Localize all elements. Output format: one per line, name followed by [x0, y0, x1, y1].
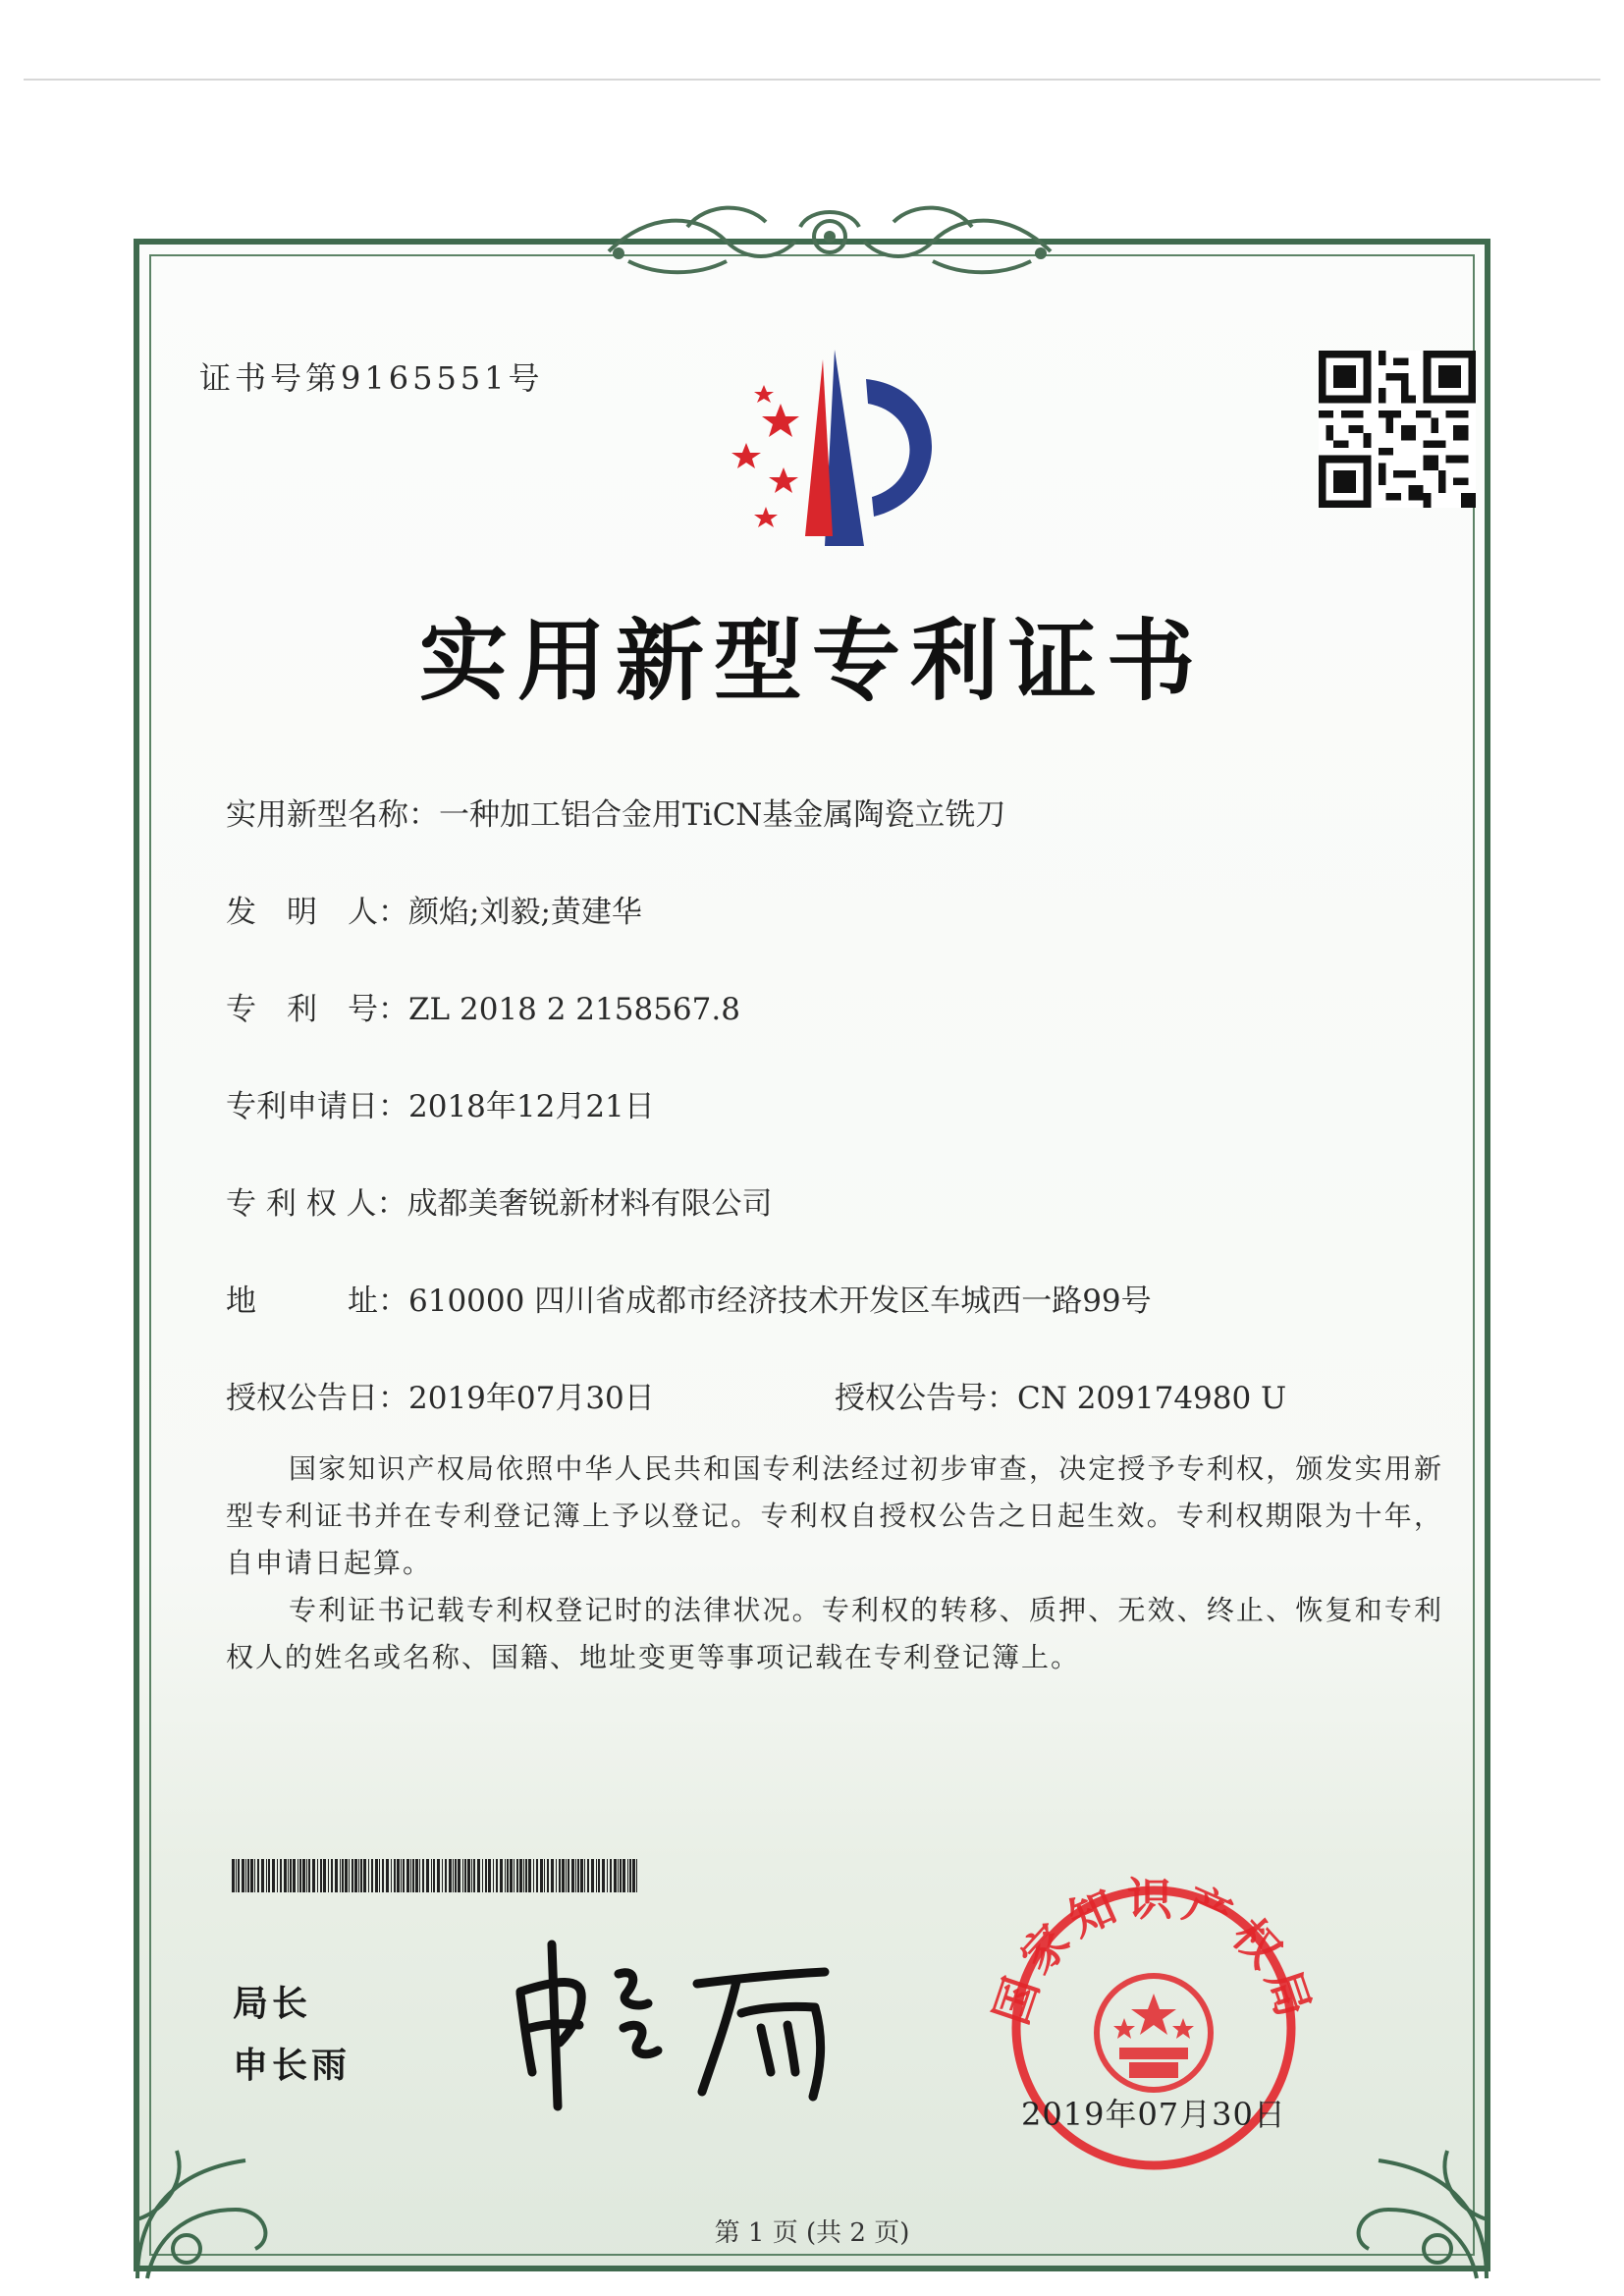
barcode-bar — [510, 1859, 513, 1892]
certificate-title: 实用新型专利证书 — [419, 609, 1205, 713]
barcode-bar — [623, 1859, 625, 1892]
barcode-bar — [568, 1859, 569, 1892]
barcode-bar — [349, 1859, 350, 1892]
barcode-bar — [575, 1859, 576, 1892]
barcode-bar — [250, 1859, 253, 1892]
barcode-bar — [488, 1859, 491, 1892]
barcode-bar — [551, 1859, 554, 1892]
field-value: 610000 四川省成都市经济技术开发区车城西一路99号 — [408, 1284, 1152, 1319]
bottom-right-ornament — [1310, 2102, 1496, 2288]
field-label: 专 利 号 — [226, 992, 378, 1027]
field-utility-model-name: 实用新型名称：一种加工铝合金用TiCN基金属陶瓷立铣刀 — [226, 790, 1005, 834]
barcode-bar — [245, 1859, 246, 1892]
field-patentee: 专 利 权 人：成都美奢锐新材料有限公司 — [226, 1178, 773, 1223]
barcode-bar — [232, 1859, 235, 1892]
barcode-bar — [268, 1859, 270, 1892]
barcode-bar — [401, 1859, 402, 1892]
field-value: ZL 2018 2 2158567.8 — [408, 992, 740, 1027]
barcode-bar — [394, 1859, 396, 1892]
barcode-bar — [293, 1859, 296, 1892]
director-signature — [501, 1935, 854, 2111]
barcode-bar — [602, 1859, 605, 1892]
barcode-bar — [445, 1859, 447, 1892]
field-label: 专 利 权 人 — [226, 1186, 377, 1222]
barcode-bar — [328, 1859, 329, 1892]
director-title: 局长 — [233, 1984, 312, 2024]
barcode-bar — [426, 1859, 429, 1892]
barcode-bar — [354, 1859, 357, 1892]
barcode-bar — [455, 1859, 457, 1892]
barcode-bar — [614, 1859, 617, 1892]
barcode-bar — [462, 1859, 463, 1892]
barcode-bar — [419, 1859, 420, 1892]
barcode-bar — [257, 1859, 259, 1892]
barcode-bar — [577, 1859, 579, 1892]
barcode-bar — [587, 1859, 589, 1892]
barcode-bar — [320, 1859, 322, 1892]
barcode-bar — [284, 1859, 287, 1892]
barcode-bar — [312, 1859, 315, 1892]
barcode-bar — [540, 1859, 543, 1892]
barcode-bar — [308, 1859, 310, 1892]
barcode-bar — [598, 1859, 600, 1892]
page-number: 第 1 页 (共 2 页) — [714, 2218, 910, 2248]
barcode-bar — [247, 1859, 249, 1892]
barcode-bar — [261, 1859, 264, 1892]
barcode-bar — [360, 1859, 362, 1892]
barcode-bar — [618, 1859, 619, 1892]
field-label: 专利申请日 — [226, 1089, 378, 1124]
certificate-number: 证书号第9165551号 — [199, 359, 544, 397]
barcode-bar — [505, 1859, 506, 1892]
field-label: 授权公告日 — [226, 1381, 378, 1416]
barcode-bar — [464, 1859, 466, 1892]
barcode-bar — [323, 1859, 326, 1892]
barcode-bar — [442, 1859, 443, 1892]
barcode-bar — [493, 1859, 494, 1892]
barcode-bar — [238, 1859, 240, 1892]
barcode-bar — [386, 1859, 389, 1892]
barcode-bar — [345, 1859, 348, 1892]
field-value: 2019年07月30日 — [408, 1381, 655, 1416]
barcode-bar — [335, 1859, 338, 1892]
field-announcement-date: 授权公告日：2019年07月30日 — [226, 1373, 655, 1417]
barcode-bar — [412, 1859, 414, 1892]
barcode-bar — [467, 1859, 470, 1892]
seal-date: 2019年07月30日 — [1021, 2096, 1286, 2133]
barcode-bar — [525, 1859, 527, 1892]
barcode-bar — [431, 1859, 432, 1892]
field-label: 发 明 人 — [226, 895, 378, 930]
barcode-bar — [375, 1859, 378, 1892]
barcode-bar — [571, 1859, 574, 1892]
barcode-bar — [482, 1859, 483, 1892]
field-application-date: 专利申请日：2018年12月21日 — [226, 1081, 655, 1125]
barcode-bar — [266, 1859, 267, 1892]
barcode-bar — [607, 1859, 608, 1892]
field-value: 颜焰;刘毅;黄建华 — [408, 895, 642, 930]
barcode-bar — [406, 1859, 409, 1892]
barcode-bar — [299, 1859, 301, 1892]
barcode-bar — [562, 1859, 565, 1892]
qr-code — [1316, 351, 1479, 508]
barcode-bar — [379, 1859, 380, 1892]
barcode-bar — [352, 1859, 353, 1892]
barcode-bar — [449, 1859, 452, 1892]
barcode-bar — [410, 1859, 411, 1892]
barcode-bar — [437, 1859, 440, 1892]
barcode-bar — [591, 1859, 594, 1892]
barcode-bar — [580, 1859, 583, 1892]
barcode-bar — [477, 1859, 480, 1892]
barcode-bar — [523, 1859, 524, 1892]
barcode-bar — [422, 1859, 424, 1892]
barcode-bar — [433, 1859, 435, 1892]
barcode-bar — [453, 1859, 454, 1892]
seal-text: 国家知识产权局 — [984, 1873, 1324, 2031]
field-label: 地 址 — [226, 1284, 378, 1319]
barcode-bar — [306, 1859, 307, 1892]
barcode-bar — [236, 1859, 237, 1892]
barcode-bar — [636, 1859, 637, 1892]
barcode-bar — [358, 1859, 359, 1892]
barcode-bar — [280, 1859, 282, 1892]
barcode-bar — [342, 1859, 344, 1892]
legal-paragraph-1: 国家知识产权局依照中华人民共和国专利法经过初步审查，决定授予专利权，颁发实用新型专利证书并在专利登记簿上予以登记。专利权自授权公告之日起生效。专利权期限为十年，自申请日起算。 — [226, 1452, 1443, 1579]
barcode — [232, 1859, 640, 1892]
barcode-bar — [272, 1859, 275, 1892]
barcode-bar — [371, 1859, 373, 1892]
field-announcement-number: 授权公告号：CN 209174980 U — [835, 1373, 1286, 1417]
field-value: 一种加工铝合金用TiCN基金属陶瓷立铣刀 — [439, 797, 1006, 833]
barcode-bar — [363, 1859, 366, 1892]
barcode-bar — [610, 1859, 612, 1892]
barcode-bar — [403, 1859, 405, 1892]
barcode-bar — [485, 1859, 487, 1892]
barcode-bar — [544, 1859, 545, 1892]
barcode-bar — [507, 1859, 509, 1892]
barcode-bar — [242, 1859, 244, 1892]
barcode-bar — [516, 1859, 518, 1892]
barcode-bar — [317, 1859, 318, 1892]
field-label: 授权公告号 — [835, 1381, 987, 1416]
barcode-bar — [368, 1859, 369, 1892]
bottom-left-ornament — [128, 2102, 314, 2288]
director-name: 申长雨 — [233, 2046, 352, 2086]
barcode-bar — [629, 1859, 631, 1892]
scan-edge-line — [24, 79, 1600, 81]
field-patent-number: 专 利 号：ZL 2018 2 2158567.8 — [226, 984, 740, 1028]
barcode-bar — [596, 1859, 597, 1892]
barcode-bar — [340, 1859, 341, 1892]
barcode-bar — [458, 1859, 460, 1892]
barcode-bar — [566, 1859, 567, 1892]
barcode-bar — [584, 1859, 585, 1892]
barcode-bar — [536, 1859, 538, 1892]
barcode-bar — [391, 1859, 392, 1892]
field-value: CN 209174980 U — [1017, 1381, 1287, 1416]
barcode-bar — [547, 1859, 549, 1892]
barcode-bar — [519, 1859, 522, 1892]
barcode-bar — [533, 1859, 534, 1892]
barcode-bar — [288, 1859, 289, 1892]
field-value: 2018年12月21日 — [408, 1089, 655, 1124]
barcode-bar — [500, 1859, 503, 1892]
barcode-bar — [277, 1859, 278, 1892]
barcode-bar — [397, 1859, 400, 1892]
barcode-bar — [254, 1859, 255, 1892]
barcode-bar — [382, 1859, 384, 1892]
top-ornament — [589, 192, 1070, 291]
barcode-bar — [627, 1859, 628, 1892]
field-inventors: 发 明 人：颜焰;刘毅;黄建华 — [226, 887, 642, 931]
barcode-bar — [556, 1859, 557, 1892]
barcode-bar — [632, 1859, 635, 1892]
barcode-bar — [473, 1859, 475, 1892]
barcode-bar — [471, 1859, 472, 1892]
barcode-bar — [528, 1859, 531, 1892]
field-label: 实用新型名称 — [226, 797, 408, 833]
barcode-bar — [559, 1859, 561, 1892]
barcode-bar — [496, 1859, 498, 1892]
barcode-bar — [415, 1859, 418, 1892]
field-address: 地 址：610000 四川省成都市经济技术开发区车城西一路99号 — [226, 1276, 1152, 1320]
barcode-bar — [302, 1859, 305, 1892]
barcode-bar — [331, 1859, 333, 1892]
field-value: 成都美奢锐新材料有限公司 — [406, 1186, 773, 1222]
patent-office-emblem — [707, 350, 962, 546]
legal-paragraph-2: 专利证书记载专利权登记时的法律状况。专利权的转移、质押、无效、终止、恢复和专利权人的姓名或名称、国籍、地址变更等事项记载在专利登记簿上。 — [226, 1594, 1443, 1673]
barcode-bar — [290, 1859, 292, 1892]
barcode-bar — [620, 1859, 622, 1892]
